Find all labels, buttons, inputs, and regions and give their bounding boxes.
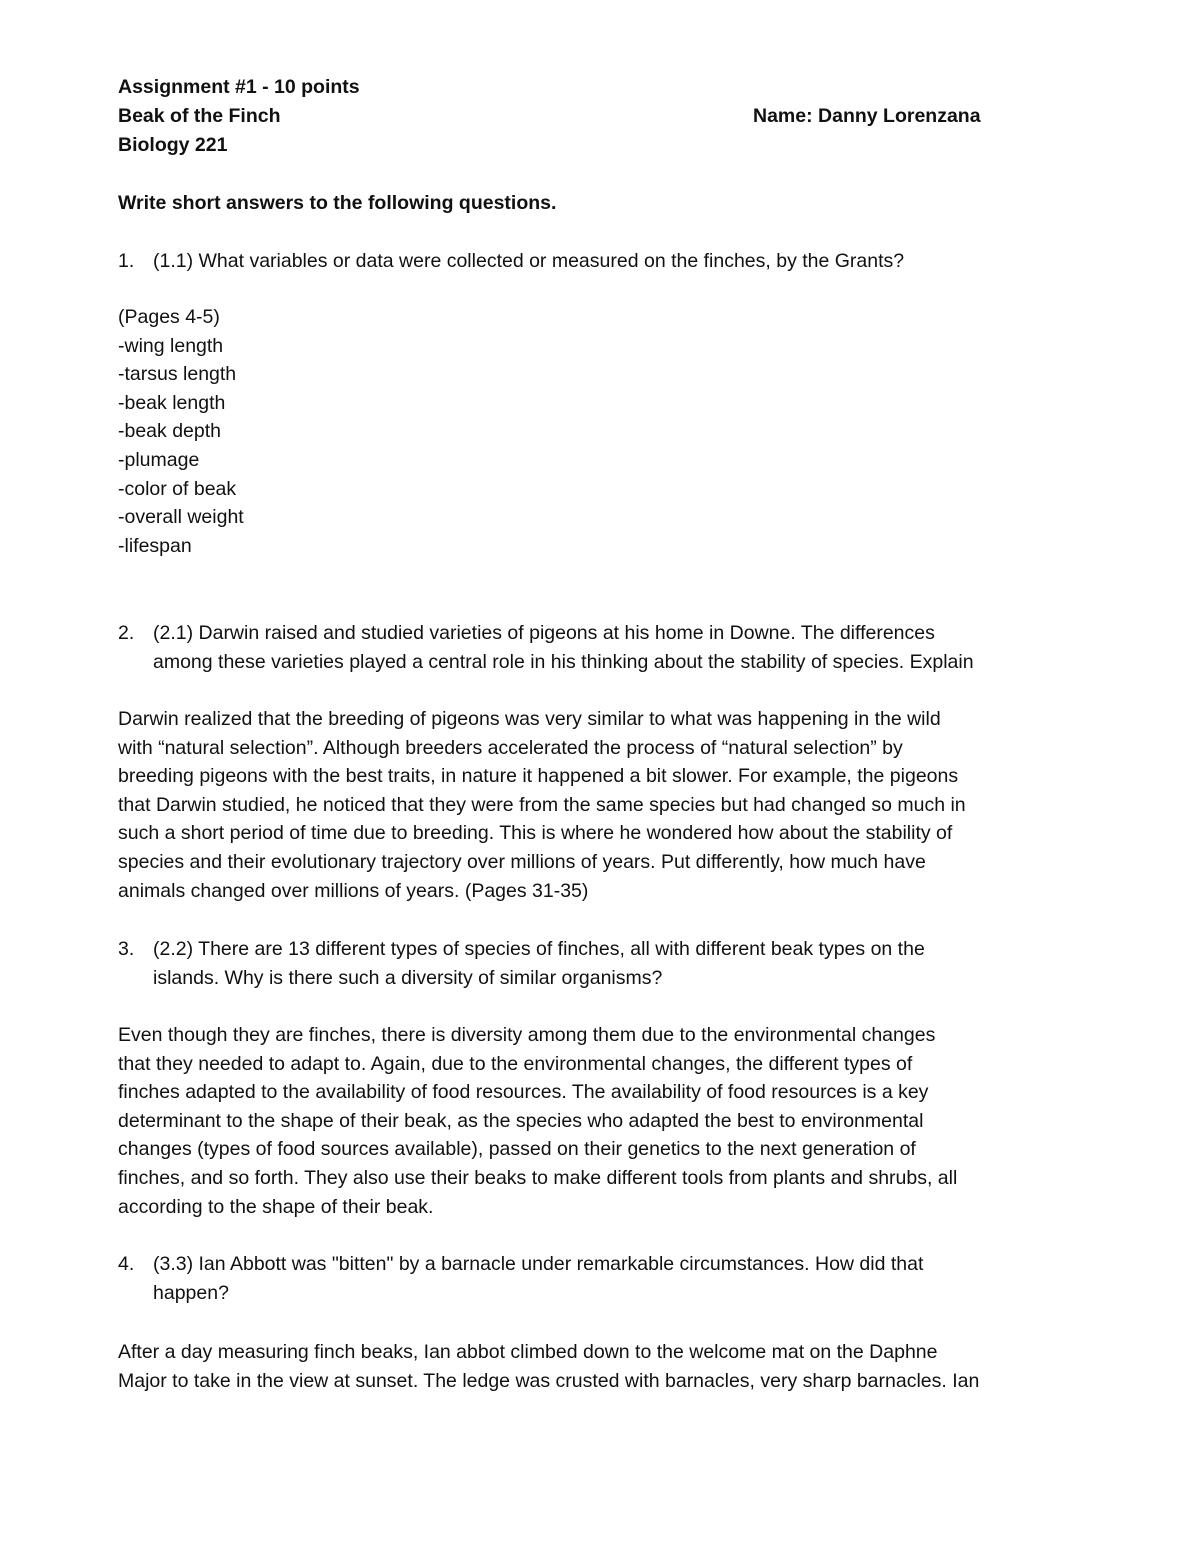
list-item: -beak length: [118, 391, 226, 414]
question-text: [153, 935, 925, 993]
question-text: [153, 1250, 923, 1308]
list-item: -lifespan: [118, 534, 192, 557]
question-line: (2.1) Darwin raised and studied varieties of pigeons at his home in Downe. The differences: [153, 622, 935, 644]
question-line: happen?: [153, 1282, 229, 1304]
course-label: Biology 221: [118, 134, 228, 156]
answer-line: animals changed over millions of years. (Pages 31-35): [118, 879, 589, 902]
question-line: islands. Why is there such a diversity of similar organisms?: [153, 967, 663, 989]
question-line: (3.3) Ian Abbott was "bitten" by a barnacle under remarkable circumstances. How did that: [153, 1253, 924, 1275]
answer-line: changes (types of food sources available), passed on their genetics to the next generation of: [118, 1138, 916, 1161]
question-text: (1.1) What variables or data were collected or measured on the finches, by the Grants?: [153, 250, 905, 272]
answer-line: finches, and so forth. They also use their beaks to make different tools from plants and shrubs, all: [118, 1166, 958, 1189]
list-item: (Pages 4-5): [118, 306, 220, 328]
answer-line: that they needed to adapt to. Again, due to the environmental changes, the different types of: [118, 1052, 913, 1075]
question-text: [153, 619, 974, 677]
answer-line: Major to take in the view at sunset. The ledge was crusted with barnacles, very sharp barnacles. Ian: [118, 1369, 980, 1392]
question-line: among these varieties played a central role in his thinking about the stability of species. Explain: [153, 651, 974, 673]
answer-line: such a short period of time due to breeding. This is where he wondered how about the stability of: [118, 822, 953, 845]
list-item: -beak depth: [118, 420, 221, 443]
question-number: 3.: [118, 938, 135, 960]
question-number: 1.: [118, 250, 135, 272]
list-item: -plumage: [118, 448, 200, 471]
assignment-heading: Assignment #1 - 10 points: [118, 76, 360, 98]
answer-line: finches adapted to the availability of food resources. The availability of food resources is a key: [118, 1081, 929, 1104]
answer-line: determinant to the shape of their beak, as the species who adapted the best to environmental: [118, 1109, 924, 1132]
list-item: -color of beak: [118, 477, 237, 500]
answer-line: with “natural selection”. Although breeders accelerated the process of “natural selection” by: [118, 736, 903, 759]
answer-line: according to the shape of their beak.: [118, 1195, 434, 1218]
question-number: 2.: [118, 622, 135, 644]
answer-list: [118, 303, 244, 560]
question-line: (2.2) There are 13 different types of species of finches, all with different beak types on the: [153, 938, 925, 960]
answer-paragraph: [118, 705, 966, 905]
list-item: -wing length: [118, 334, 224, 357]
answer-line: that Darwin studied, he noticed that they were from the same species but had changed so much in: [118, 793, 966, 816]
answer-paragraph: [118, 1338, 979, 1395]
answer-line: After a day measuring finch beaks, Ian abbot climbed down to the welcome mat on the Daphne: [118, 1341, 938, 1363]
document-title: Beak of the Finch: [118, 105, 281, 127]
instructions: Write short answers to the following questions.: [118, 192, 557, 214]
answer-line: Darwin realized that the breeding of pigeons was very similar to what was happening in the wild: [118, 708, 941, 730]
student-name: Name: Danny Lorenzana: [753, 105, 981, 127]
list-item: -overall weight: [118, 506, 244, 529]
answer-line: Even though they are finches, there is diversity among them due to the environmental changes: [118, 1024, 936, 1046]
answer-line: breeding pigeons with the best traits, in nature it happened a bit slower. For example, the pigeons: [118, 765, 959, 788]
list-item: -tarsus length: [118, 363, 237, 386]
question-number: 4.: [118, 1253, 135, 1275]
answer-paragraph: [118, 1021, 957, 1221]
answer-line: species and their evolutionary trajectory over millions of years. Put differently, how much have: [118, 850, 926, 873]
